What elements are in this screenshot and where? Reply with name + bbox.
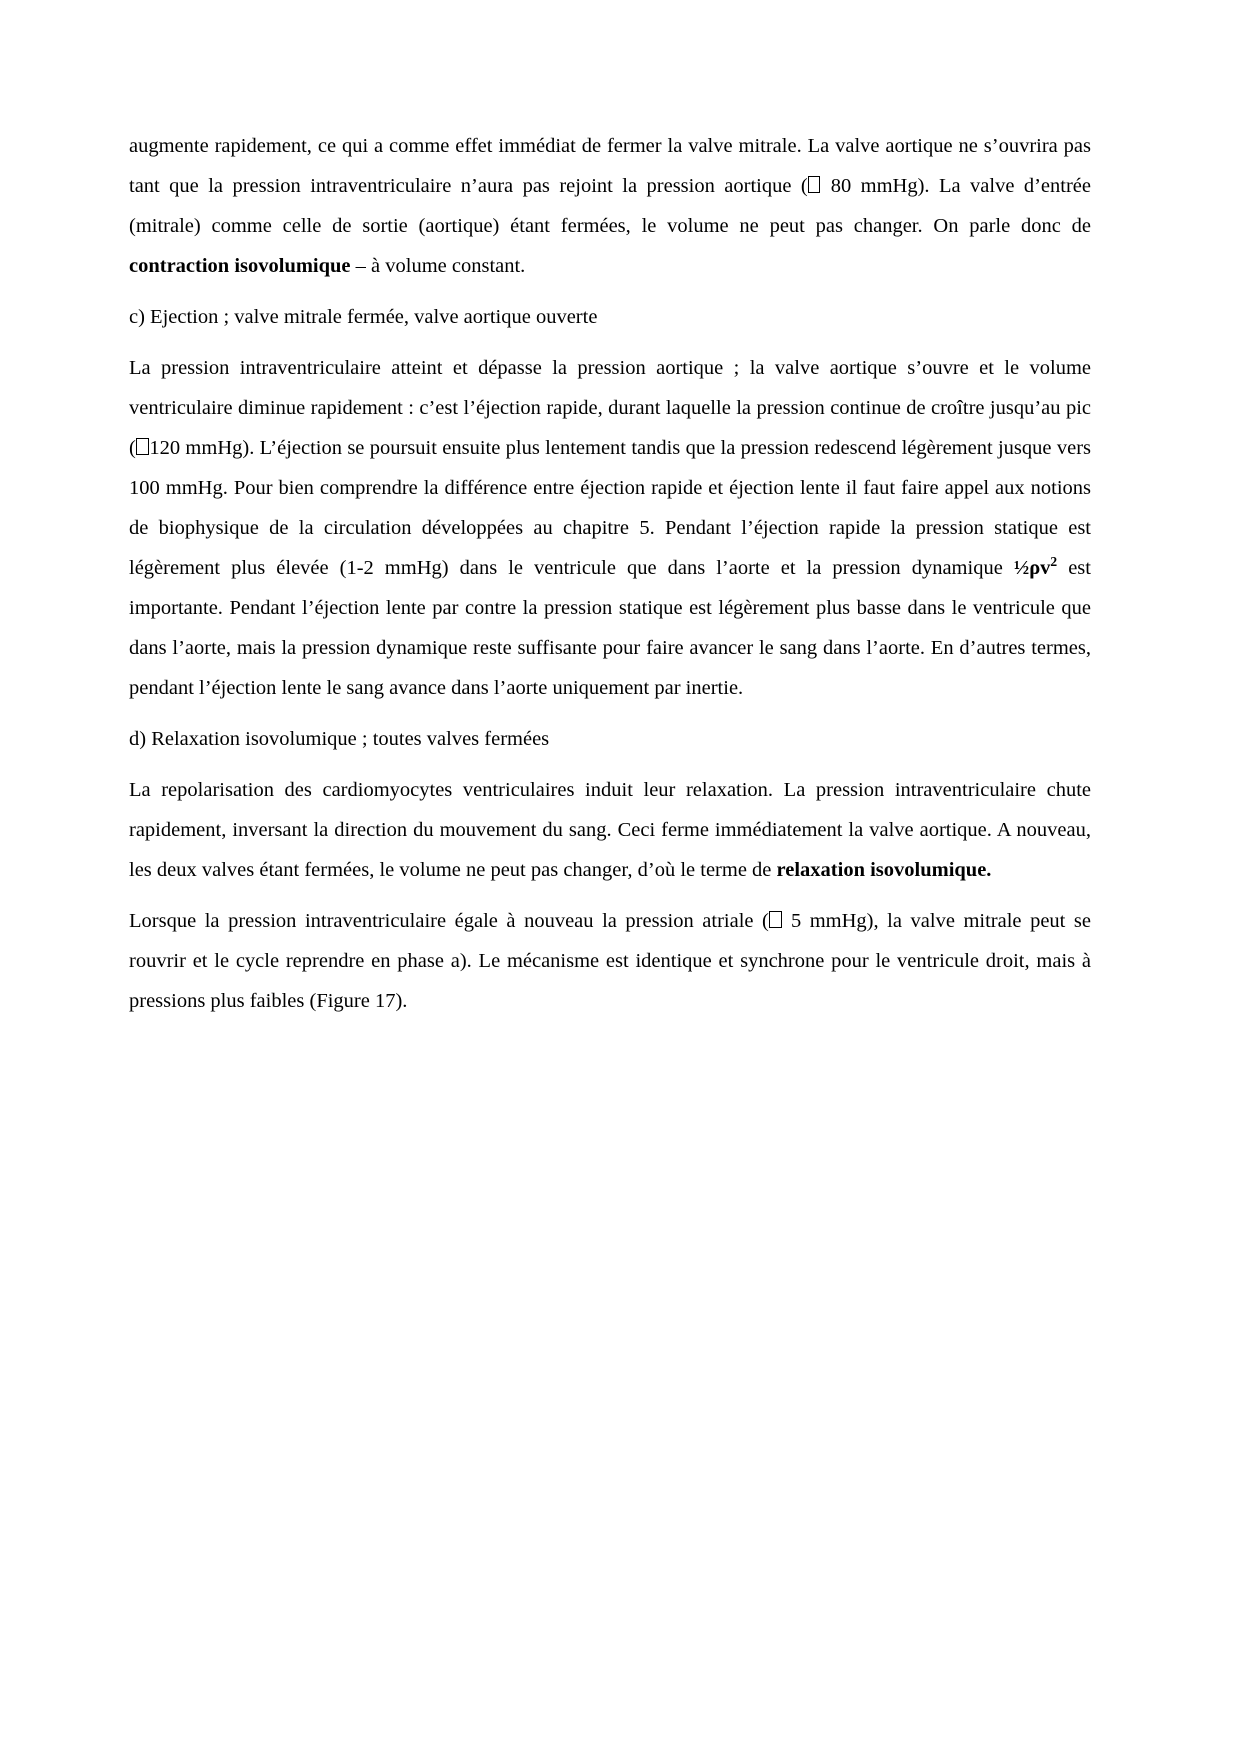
text-run: La pression intraventriculaire atteint et dépasse la pression aortique ; la valve aortique s’ouvre et le volume ventriculaire diminue rapidement : c’est l’éjection rapide, durant laquelle la pression continue de croître jusqu’au pic (	[129, 357, 1091, 459]
text-run: c) Ejection ; valve mitrale fermée, valve aortique ouverte	[129, 306, 598, 328]
paragraph-relaxation	[129, 770, 1091, 890]
paragraph-contraction-isovolumique	[129, 126, 1091, 286]
paragraph-cycle-reprise	[129, 901, 1091, 1021]
text-run: Lorsque la pression intraventriculaire égale à nouveau la pression atriale (	[129, 910, 769, 932]
paragraph-ejection	[129, 348, 1091, 708]
formula-dynamic-pressure: $\frac{1}{2}\rho v^2$	[1013, 554, 1058, 579]
text-run: augmente rapidement, ce qui a comme effet immédiat de fermer la valve mitrale. La valve aortique ne s’ouvrira pas tant que la pression intraventriculaire n’aura pas rejoint la pression aortique (	[129, 135, 1091, 197]
text-run: est importante. Pendant l’éjection lente par contre la pression statique est légèrement plus basse dans le ventricule que dans l’aorte, mais la pression dynamique reste suffisante pour faire avancer le sang dans l’aorte. En d’autres termes, pendant l’éjection lente le sang avance dans l’aorte uniquement par inertie.	[129, 557, 1091, 699]
text-run: 120 mmHg). L’éjection se poursuit ensuite plus lentement tandis que la pression redescend légèrement jusque vers 100 mmHg. Pour bien comprendre la différence entre éjection rapide et éjection lente il faut faire appel aux notions de biophysique de la circulation développées au chapitre 5. Pendant l’éjection rapide la pression statique est légèrement plus élevée (1-2 mmHg) dans le ventricule que dans l’aorte et la pression dynamique	[129, 437, 1091, 579]
text-run: 5 mmHg), la valve mitrale peut se rouvrir et le cycle reprendre en phase a). Le mécanisme est identique et synchrone pour le ventricule droit, mais à pressions plus faibles (Figure 17).	[129, 910, 1091, 1012]
missing-glyph-box-icon	[136, 438, 149, 455]
heading-relaxation	[129, 719, 1091, 759]
emphasised-term: contraction isovolumique	[129, 255, 351, 277]
text-run: 80 mmHg). La valve d’entrée (mitrale) comme celle de sortie (aortique) étant fermées, le volume ne peut pas changer. On parle donc de	[129, 175, 1091, 237]
emphasised-term: relaxation isovolumique.	[776, 859, 992, 881]
text-run: – à volume constant.	[350, 255, 526, 277]
heading-ejection	[129, 297, 1091, 337]
text-run: d) Relaxation isovolumique ; toutes valves fermées	[129, 728, 550, 750]
text-column	[129, 126, 1091, 1032]
missing-glyph-box-icon	[808, 176, 821, 193]
missing-glyph-box-icon	[769, 911, 782, 928]
text-run: La repolarisation des cardiomyocytes ventriculaires induit leur relaxation. La pression intraventriculaire chute rapidement, inversant la direction du mouvement du sang. Ceci ferme immédiatement la valve aortique. A nouveau, les deux valves étant fermées, le volume ne peut pas changer, d’où le terme de	[129, 779, 1091, 881]
